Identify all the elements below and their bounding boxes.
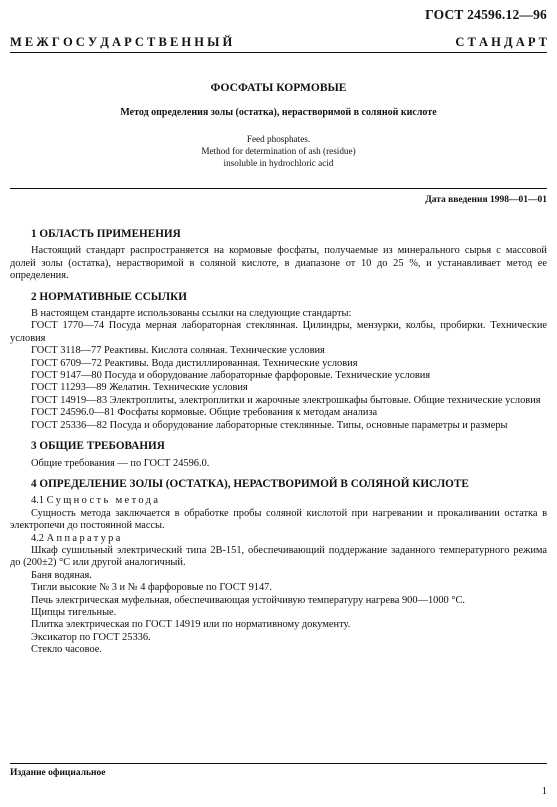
subsection-title: Аппаратура [46, 532, 123, 544]
english-title-line: Feed phosphates. [246, 134, 311, 144]
reference-item: ГОСТ 25336—82 Посуда и оборудование лабораторные стеклянные. Типы, основные параметры и размеры [31, 419, 508, 431]
document-title: ФОСФАТЫ КОРМОВЫЕ [210, 82, 347, 94]
reference-item: ГОСТ 11293—89 Желатин. Технические условия [31, 382, 248, 394]
section-heading: 2 НОРМАТИВНЫЕ ССЫЛКИ [31, 290, 187, 303]
equipment-item: Шкаф сушильный электрический типа 2В-151, обеспечивающий поддержание заданного температурного режима до (200±2) °С или другой аналогичный. [10, 544, 547, 569]
series-left: М Е Ж Г О С У Д А Р С Т В Е Н Н Ы Й [10, 35, 233, 49]
paragraph: Настоящий стандарт распространяется на кормовые фосфаты, получаемые из минерального сырья с массовой долей золы (остатка), нерастворимой в соляной кислоте, в диапазоне от 10 до 25 %, и устанавливает метод ее определения. [10, 245, 547, 282]
equipment-item: Печь электрическая муфельная, обеспечивающая устойчивую температуру нагрева 900—1000 °С. [31, 594, 466, 606]
subsection-title: Сущность метода [46, 495, 161, 507]
equipment-item: Стекло часовое. [31, 644, 102, 656]
english-title-line: insoluble in hydrochloric acid [223, 158, 334, 168]
header-rule [10, 52, 547, 53]
equipment-item: Баня водяная. [31, 569, 92, 581]
reference-item: ГОСТ 24596.0—81 Фосфаты кормовые. Общие требования к методам анализа [31, 407, 378, 419]
equipment-item: Плитка электрическая по ГОСТ 14919 или по нормативному документу. [31, 619, 351, 631]
subsection-number: 4.1 [31, 495, 44, 507]
equipment-item: Щипцы тигельные. [31, 606, 117, 618]
english-title-line: Method for determination of ash (residue) [201, 146, 356, 156]
title-rule [10, 188, 547, 189]
reference-item: ГОСТ 14919—83 Электроплиты, электроплитки и жарочные электрошкафы бытовые. Общие технические условия [31, 394, 541, 406]
equipment-item: Эксикатор по ГОСТ 25336. [31, 631, 151, 643]
subsection-heading [10, 533, 547, 545]
paragraph: Сущность метода заключается в обработке пробы соляной кислотой при нагревании и прокаливании остатка в электропечи до постоянной массы. [10, 507, 547, 532]
equipment-item: Тигли высокие № 3 и № 4 фарфоровые по ГОСТ 9147. [31, 582, 272, 594]
document-subtitle: Метод определения золы (остатка), нерастворимой в соляной кислоте [120, 107, 437, 118]
reference-item: ГОСТ 1770—74 Посуда мерная лабораторная стеклянная. Цилиндры, мензурки, колбы, пробирки. Технические условия [10, 320, 547, 344]
section-heading: 1 ОБЛАСТЬ ПРИМЕНЕНИЯ [31, 228, 181, 240]
document-body [10, 228, 547, 657]
page-number: 1 [541, 786, 547, 797]
subsection-number: 4.2 [31, 532, 44, 544]
footer-rule [10, 763, 547, 764]
series-right: С Т А Н Д А Р Т [455, 35, 547, 49]
paragraph: Общие требования — по ГОСТ 24596.0. [31, 457, 210, 469]
reference-item: ГОСТ 9147—80 Посуда и оборудование лабораторные фарфоровые. Технические условия [31, 370, 431, 382]
section-heading: 3 ОБЩИЕ ТРЕБОВАНИЯ [31, 440, 165, 453]
reference-item: ГОСТ 3118—77 Реактивы. Кислота соляная. Технические условия [31, 345, 325, 357]
reference-item: ГОСТ 6709—72 Реактивы. Вода дистиллированная. Технические условия [31, 357, 358, 369]
section-heading: 4 ОПРЕДЕЛЕНИЕ ЗОЛЫ (ОСТАТКА), НЕРАСТВОРИМОЙ В СОЛЯНОЙ КИСЛОТЕ [31, 477, 469, 490]
subsection-heading [10, 495, 547, 507]
english-title [0, 133, 557, 169]
paragraph: В настоящем стандарте использованы ссылки на следующие стандарты: [31, 308, 352, 320]
standard-series-banner [10, 35, 547, 50]
introduction-date: Дата введения 1998—01—01 [425, 195, 547, 205]
document-number: ГОСТ 24596.12—96 [425, 7, 547, 22]
edition-label: Издание официальное [10, 768, 106, 778]
